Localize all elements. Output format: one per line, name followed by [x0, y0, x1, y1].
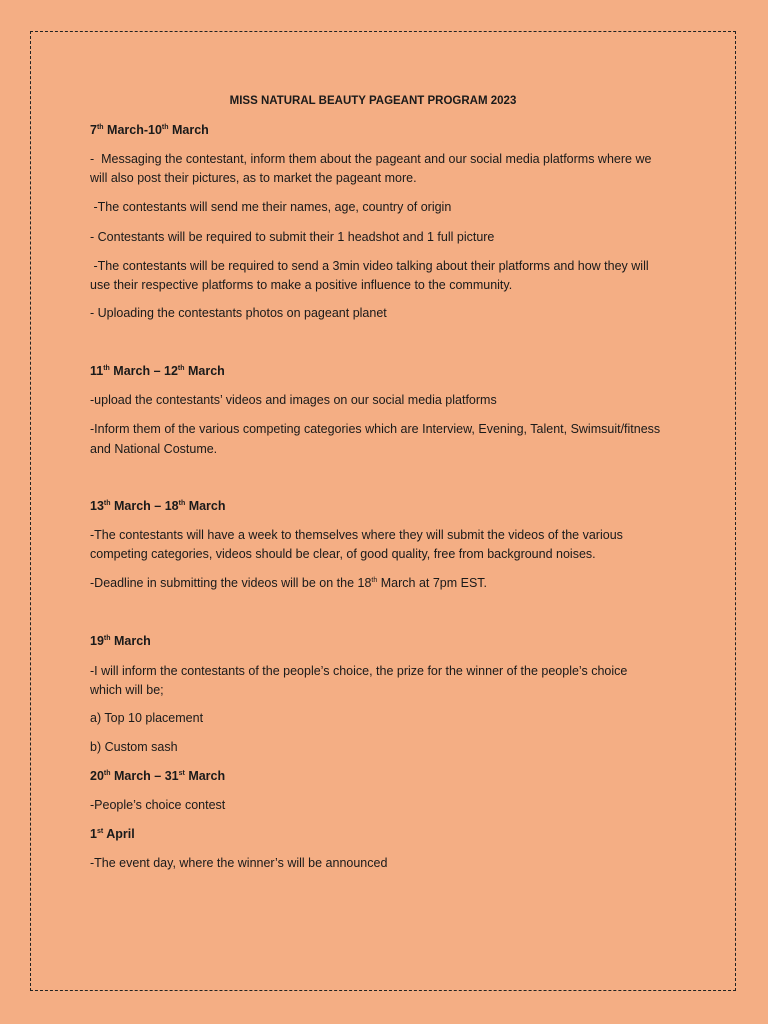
- paragraph-line: -I will inform the contestants of the people’s choice, the prize for the winner of the people’s choice: [90, 664, 628, 678]
- paragraph-line: -The contestants will send me their names, age, country of origin: [90, 200, 452, 214]
- paragraph-line: -The event day, where the winner’s will be announced: [90, 856, 388, 870]
- paragraph-line: - Contestants will be required to submit their 1 headshot and 1 full picture: [90, 230, 495, 244]
- paragraph-line: and National Costume.: [90, 442, 218, 456]
- section-heading-2: 11th March – 12th March: [90, 364, 225, 378]
- paragraph-line: -The contestants will have a week to themselves where they will submit the videos of the various: [90, 528, 623, 542]
- paragraph-line: -upload the contestants’ videos and images on our social media platforms: [90, 393, 497, 407]
- section-heading-4: 19th March: [90, 634, 151, 648]
- paragraph-line: will also post their pictures, as to market the pageant more.: [90, 171, 417, 185]
- paragraph-line: -The contestants will be required to send a 3min video talking about their platforms and how they will: [90, 259, 649, 273]
- paragraph-line: - Messaging the contestant, inform them about the pageant and our social media platforms where we: [90, 152, 652, 166]
- deadline-line: -Deadline in submitting the videos will be on the 18th March at 7pm EST.: [90, 576, 488, 590]
- paragraph-line: competing categories, videos should be clear, of good quality, free from background noises.: [90, 547, 596, 561]
- paragraph-line: use their respective platforms to make a positive influence to the community.: [90, 278, 513, 292]
- document-title: MISS NATURAL BEAUTY PAGEANT PROGRAM 2023: [229, 95, 517, 107]
- list-item: a) Top 10 placement: [90, 711, 204, 725]
- paragraph-line: - Uploading the contestants photos on pageant planet: [90, 306, 387, 320]
- section-heading-5: 20th March – 31st March: [90, 769, 226, 783]
- list-item: b) Custom sash: [90, 740, 178, 754]
- section-heading-3: 13th March – 18th March: [90, 499, 226, 513]
- paragraph-line: which will be;: [90, 683, 164, 697]
- paragraph-line: -Inform them of the various competing categories which are Interview, Evening, Talent, Swimsuit/fitness: [90, 422, 661, 436]
- paragraph-line: -People’s choice contest: [90, 798, 226, 812]
- section-heading-6: 1st April: [90, 827, 135, 841]
- section-heading-1: 7th March-10th March: [90, 123, 209, 137]
